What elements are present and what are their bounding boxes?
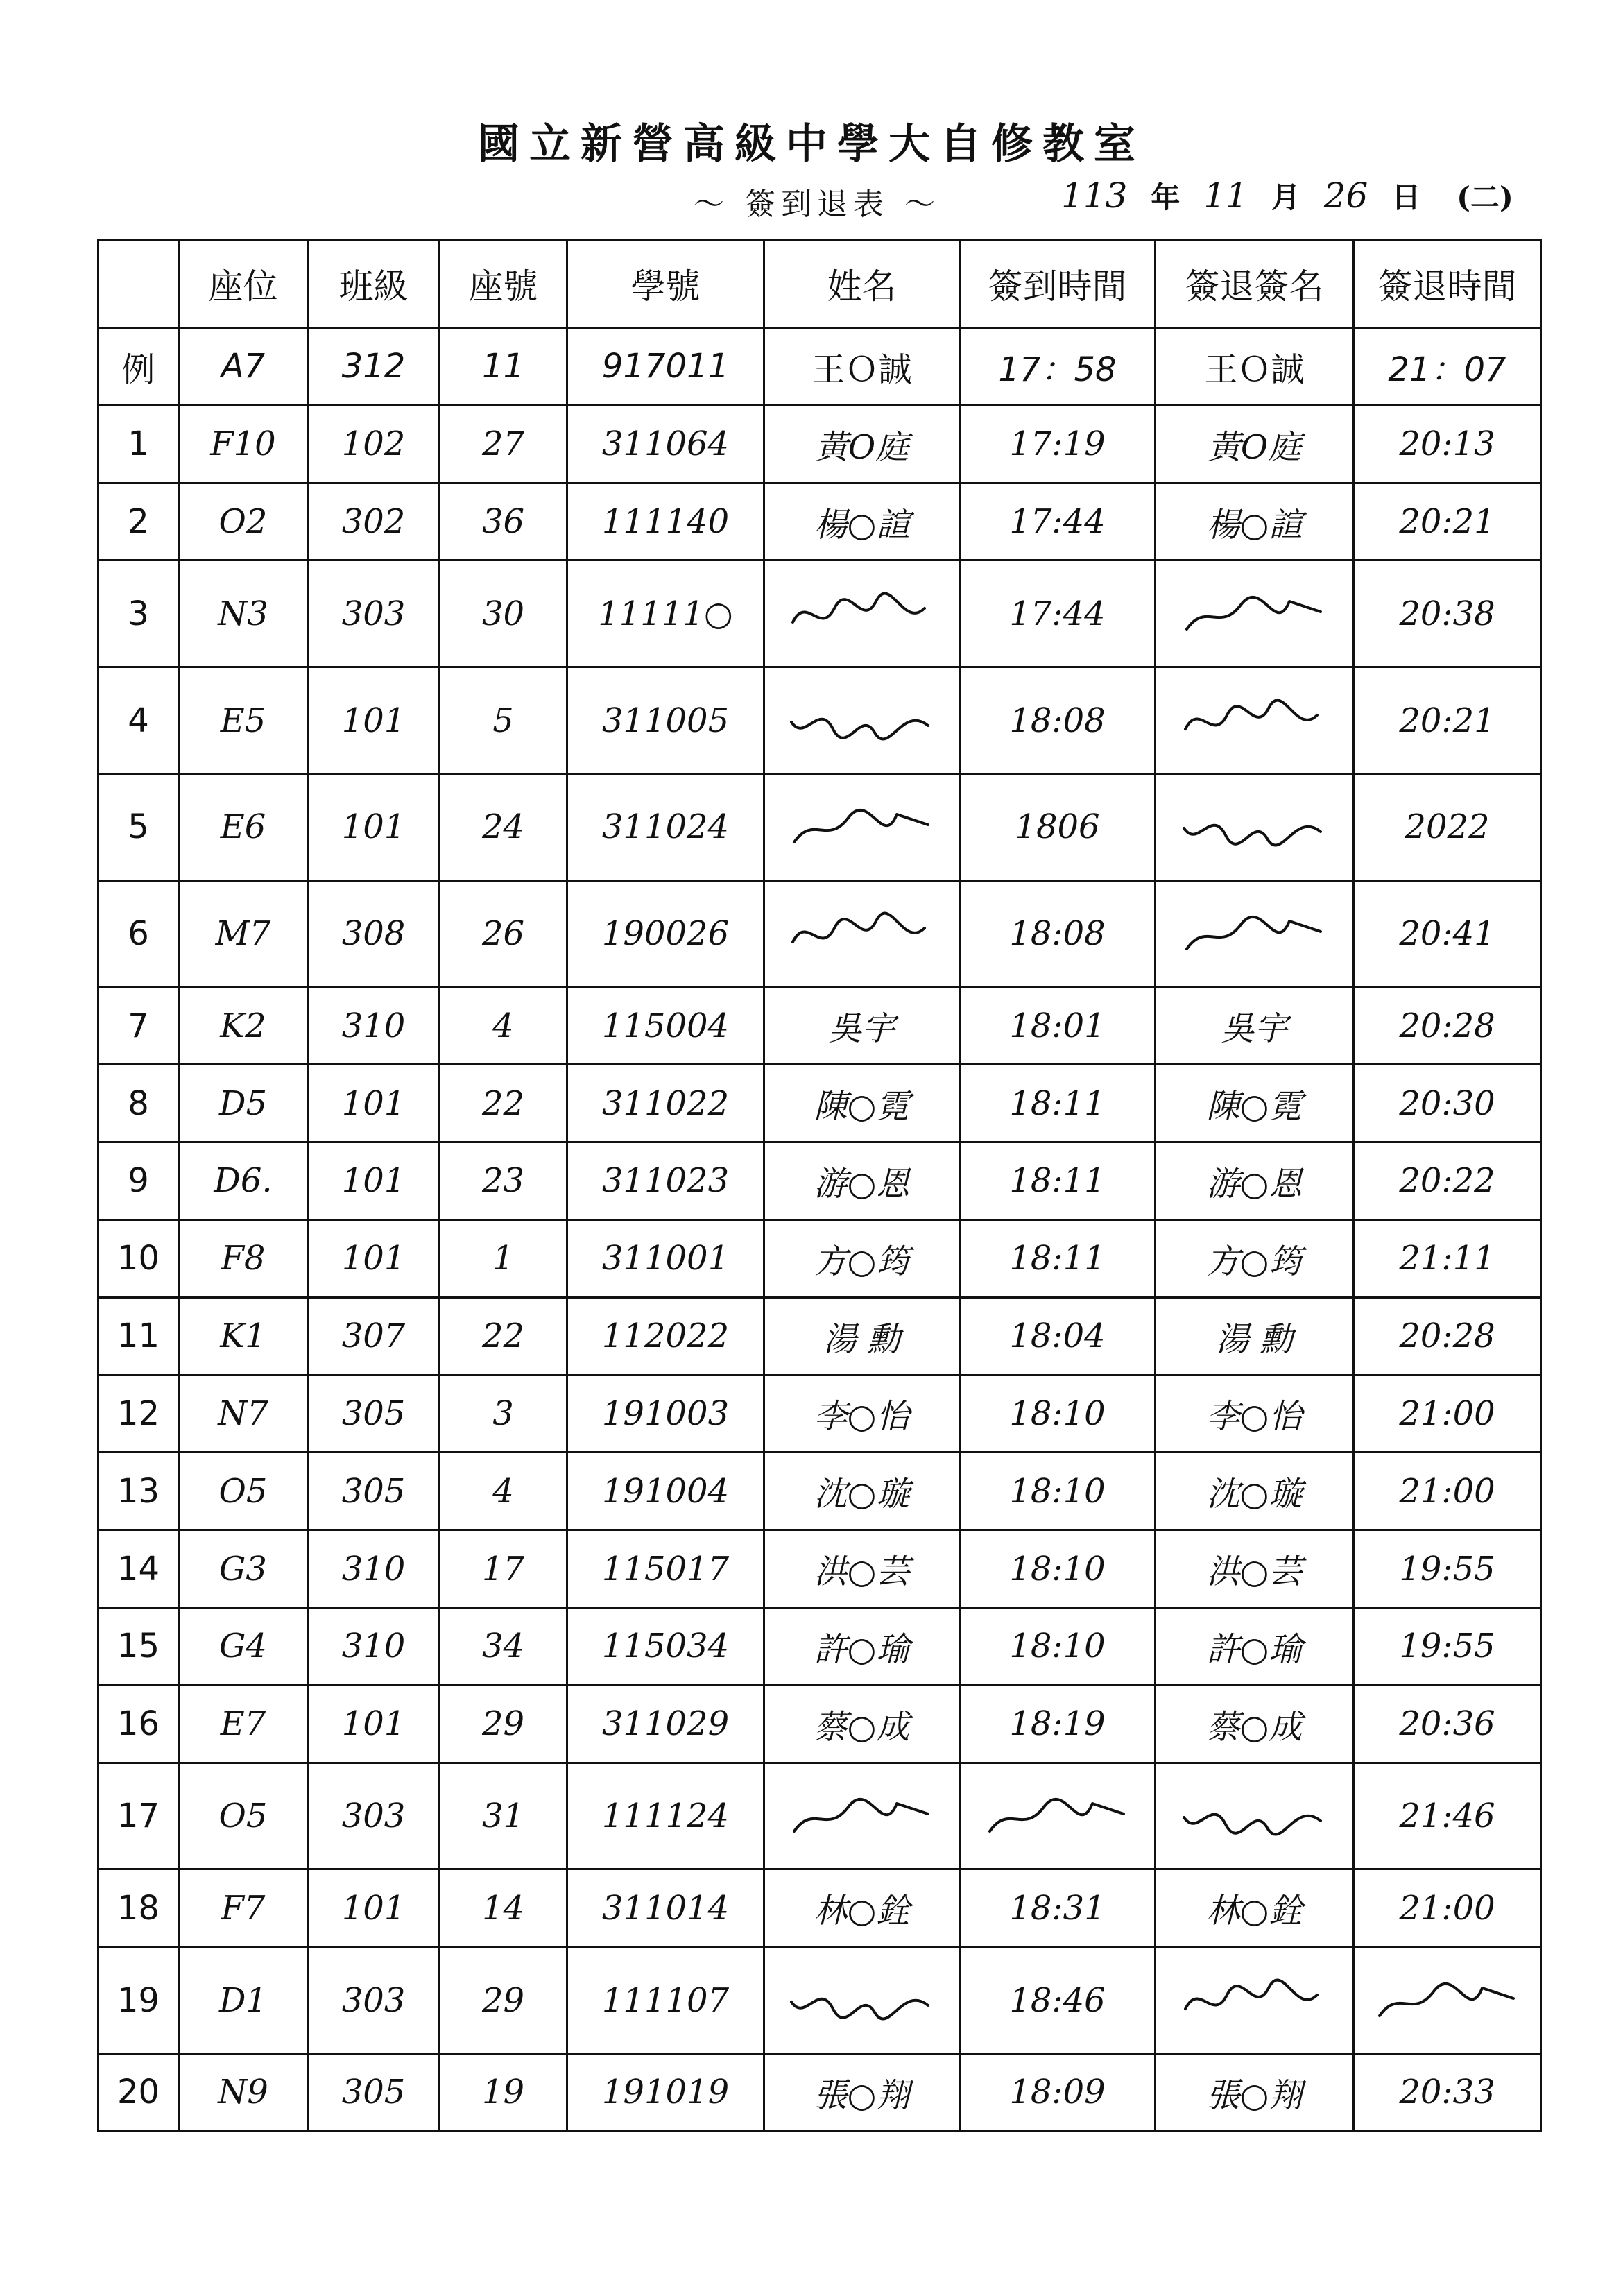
seat-number-cell: 22 bbox=[440, 1297, 567, 1375]
seat-number-cell: 1 bbox=[440, 1219, 567, 1297]
name-cell bbox=[764, 560, 960, 667]
table-row bbox=[98, 1375, 1541, 1453]
class-cell: 101 bbox=[308, 773, 440, 880]
checkin-time-cell: 18:11 bbox=[960, 1065, 1156, 1142]
student-id-cell: 111107 bbox=[567, 1947, 764, 2054]
table-row bbox=[98, 1219, 1541, 1297]
row-index: 11 bbox=[98, 1297, 179, 1375]
class-cell: 102 bbox=[308, 405, 440, 483]
row-index: 2 bbox=[98, 483, 179, 560]
class-cell: 101 bbox=[308, 1685, 440, 1763]
class-cell: 305 bbox=[308, 1375, 440, 1453]
example-name: 王Ｏ誠 bbox=[764, 328, 960, 406]
checkin-time-cell: 18:04 bbox=[960, 1297, 1156, 1375]
table-row bbox=[98, 773, 1541, 880]
date-weekday: (二) bbox=[1457, 180, 1513, 214]
checkout-time-cell: 19:55 bbox=[1354, 1607, 1541, 1685]
checkin-time-cell: 18:10 bbox=[960, 1453, 1156, 1530]
name-cell: 蔡○成 bbox=[764, 1685, 960, 1763]
form-date bbox=[1061, 175, 1526, 216]
name-cell bbox=[764, 880, 960, 987]
class-cell: 303 bbox=[308, 560, 440, 667]
checkout-time-cell: 20:21 bbox=[1354, 667, 1541, 774]
class-cell: 101 bbox=[308, 1065, 440, 1142]
name-cell: 李○怡 bbox=[764, 1375, 960, 1453]
example-student-id: 917011 bbox=[567, 328, 764, 406]
row-index: 16 bbox=[98, 1685, 179, 1763]
table-row bbox=[98, 667, 1541, 774]
class-cell: 310 bbox=[308, 987, 440, 1065]
checkin-time-cell: 18:10 bbox=[960, 1530, 1156, 1608]
handwritten-signature bbox=[786, 1783, 938, 1849]
signout-name-cell: 沈○璇 bbox=[1156, 1453, 1354, 1530]
seat-number-cell: 22 bbox=[440, 1065, 567, 1142]
seat-number-cell: 31 bbox=[440, 1763, 567, 1869]
checkin-time-cell: 17:19 bbox=[960, 405, 1156, 483]
checkout-time-cell: 20:22 bbox=[1354, 1142, 1541, 1220]
signin-table bbox=[97, 239, 1542, 2132]
class-cell: 308 bbox=[308, 880, 440, 987]
student-id-cell: 191019 bbox=[567, 2053, 764, 2131]
student-id-cell: 11111○ bbox=[567, 560, 764, 667]
seat-cell: E5 bbox=[179, 667, 308, 774]
checkout-time-cell: 20:21 bbox=[1354, 483, 1541, 560]
class-cell: 302 bbox=[308, 483, 440, 560]
seat-cell: D5 bbox=[179, 1065, 308, 1142]
class-cell: 310 bbox=[308, 1530, 440, 1608]
header-cell-seat: 座位 bbox=[179, 240, 308, 328]
seat-number-cell: 4 bbox=[440, 987, 567, 1065]
table-row bbox=[98, 1685, 1541, 1763]
checkin-time-cell: 18:11 bbox=[960, 1219, 1156, 1297]
form-subtitle: ～ 簽到退表 ～ bbox=[694, 187, 941, 222]
signout-name-cell: 方○筠 bbox=[1156, 1219, 1354, 1297]
student-id-cell: 311005 bbox=[567, 667, 764, 774]
checkout-time-cell: 20:28 bbox=[1354, 987, 1541, 1065]
handwritten-signature bbox=[981, 1783, 1134, 1849]
table-row bbox=[98, 1763, 1541, 1869]
example-number: 11 bbox=[440, 328, 567, 406]
seat-number-cell: 4 bbox=[440, 1453, 567, 1530]
signout-name-cell: 張○翔 bbox=[1156, 2053, 1354, 2131]
name-cell: 湯 勳 bbox=[764, 1297, 960, 1375]
name-cell: 沈○璇 bbox=[764, 1453, 960, 1530]
table-row bbox=[98, 987, 1541, 1065]
header-cell-class: 班級 bbox=[308, 240, 440, 328]
seat-number-cell: 29 bbox=[440, 1685, 567, 1763]
header-cell-name: 姓名 bbox=[764, 240, 960, 328]
signout-name-cell bbox=[1156, 773, 1354, 880]
header-cell-student-id: 學號 bbox=[567, 240, 764, 328]
seat-cell: F8 bbox=[179, 1219, 308, 1297]
seat-cell: O2 bbox=[179, 483, 308, 560]
row-index: 20 bbox=[98, 2053, 179, 2131]
seat-cell: K2 bbox=[179, 987, 308, 1065]
class-cell: 303 bbox=[308, 1947, 440, 2054]
seat-cell: E7 bbox=[179, 1685, 308, 1763]
seat-number-cell: 27 bbox=[440, 405, 567, 483]
signout-name-cell: 許○瑜 bbox=[1156, 1607, 1354, 1685]
header-cell-index bbox=[98, 240, 179, 328]
checkout-time-cell: 21:46 bbox=[1354, 1763, 1541, 1869]
student-id-cell: 191003 bbox=[567, 1375, 764, 1453]
handwritten-signature bbox=[786, 687, 938, 754]
student-id-cell: 115004 bbox=[567, 987, 764, 1065]
table-row bbox=[98, 1869, 1541, 1947]
table-row bbox=[98, 1607, 1541, 1685]
seat-number-cell: 5 bbox=[440, 667, 567, 774]
checkin-time-cell: 17:44 bbox=[960, 560, 1156, 667]
example-class: 312 bbox=[308, 328, 440, 406]
signout-name-cell: 游○恩 bbox=[1156, 1142, 1354, 1220]
checkin-time-cell: 18:08 bbox=[960, 880, 1156, 987]
handwritten-signature bbox=[1178, 687, 1331, 754]
signout-name-cell bbox=[1156, 560, 1354, 667]
handwritten-signature bbox=[1178, 1783, 1331, 1849]
table-row bbox=[98, 2053, 1541, 2131]
row-index: 4 bbox=[98, 667, 179, 774]
seat-cell: D1 bbox=[179, 1947, 308, 2054]
signout-name-cell: 楊○諠 bbox=[1156, 483, 1354, 560]
seat-number-cell: 26 bbox=[440, 880, 567, 987]
signout-name-cell bbox=[1156, 1947, 1354, 2054]
name-cell: 吳宇 bbox=[764, 987, 960, 1065]
student-id-cell: 190026 bbox=[567, 880, 764, 987]
name-cell bbox=[764, 667, 960, 774]
checkin-time-cell: 18:10 bbox=[960, 1375, 1156, 1453]
table-row bbox=[98, 1947, 1541, 2054]
seat-cell: N7 bbox=[179, 1375, 308, 1453]
student-id-cell: 311001 bbox=[567, 1219, 764, 1297]
name-cell: 黃O庭 bbox=[764, 405, 960, 483]
checkin-time-cell: 1806 bbox=[960, 773, 1156, 880]
checkout-time-cell: 20:33 bbox=[1354, 2053, 1541, 2131]
date-day: 26 bbox=[1323, 175, 1368, 216]
row-index: 6 bbox=[98, 880, 179, 987]
checkout-time-cell: 20:38 bbox=[1354, 560, 1541, 667]
row-index: 8 bbox=[98, 1065, 179, 1142]
table-row bbox=[98, 560, 1541, 667]
seat-number-cell: 3 bbox=[440, 1375, 567, 1453]
seat-cell: M7 bbox=[179, 880, 308, 987]
seat-cell: F10 bbox=[179, 405, 308, 483]
checkin-time-cell: 18:11 bbox=[960, 1142, 1156, 1220]
seat-cell: O5 bbox=[179, 1763, 308, 1869]
checkout-time-cell: 21:00 bbox=[1354, 1869, 1541, 1947]
seat-number-cell: 23 bbox=[440, 1142, 567, 1220]
seat-number-cell: 19 bbox=[440, 2053, 567, 2131]
seat-number-cell: 34 bbox=[440, 1607, 567, 1685]
checkout-time-cell: 20:28 bbox=[1354, 1297, 1541, 1375]
header-cell-checkin-time: 簽到時間 bbox=[960, 240, 1156, 328]
checkout-time-cell: 21:00 bbox=[1354, 1375, 1541, 1453]
row-index: 12 bbox=[98, 1375, 179, 1453]
student-id-cell: 311024 bbox=[567, 773, 764, 880]
header-cell-checkout-time: 簽退時間 bbox=[1354, 240, 1541, 328]
student-id-cell: 311014 bbox=[567, 1869, 764, 1947]
seat-number-cell: 36 bbox=[440, 483, 567, 560]
student-id-cell: 111140 bbox=[567, 483, 764, 560]
seat-cell: E6 bbox=[179, 773, 308, 880]
example-checkout: 21：07 bbox=[1354, 328, 1541, 406]
header-cell-number: 座號 bbox=[440, 240, 567, 328]
checkin-time-cell: 18:01 bbox=[960, 987, 1156, 1065]
student-id-cell: 311029 bbox=[567, 1685, 764, 1763]
row-index: 19 bbox=[98, 1947, 179, 2054]
checkout-time-cell: 20:36 bbox=[1354, 1685, 1541, 1763]
signout-name-cell bbox=[1156, 880, 1354, 987]
student-id-cell: 311023 bbox=[567, 1142, 764, 1220]
date-month-unit: 月 bbox=[1271, 180, 1300, 214]
handwritten-signature bbox=[1178, 1967, 1331, 2034]
seat-number-cell: 24 bbox=[440, 773, 567, 880]
row-index: 14 bbox=[98, 1530, 179, 1608]
student-id-cell: 115034 bbox=[567, 1607, 764, 1685]
handwritten-signature bbox=[1178, 581, 1331, 647]
example-signout-name: 王Ｏ誠 bbox=[1156, 328, 1354, 406]
name-cell bbox=[764, 773, 960, 880]
name-cell: 陳○霓 bbox=[764, 1065, 960, 1142]
checkin-time-cell bbox=[960, 1763, 1156, 1869]
seat-number-cell: 30 bbox=[440, 560, 567, 667]
table-row bbox=[98, 1453, 1541, 1530]
table-row bbox=[98, 1297, 1541, 1375]
class-cell: 101 bbox=[308, 1142, 440, 1220]
date-year: 113 bbox=[1061, 175, 1128, 216]
date-day-unit: 日 bbox=[1391, 180, 1421, 214]
example-checkin: 17：58 bbox=[960, 328, 1156, 406]
signout-name-cell: 吳宇 bbox=[1156, 987, 1354, 1065]
table-row bbox=[98, 1065, 1541, 1142]
header-cell-signout-name: 簽退簽名 bbox=[1156, 240, 1354, 328]
seat-cell: N3 bbox=[179, 560, 308, 667]
class-cell: 310 bbox=[308, 1607, 440, 1685]
signout-name-cell: 湯 勳 bbox=[1156, 1297, 1354, 1375]
handwritten-signature bbox=[1178, 900, 1331, 967]
handwritten-signature bbox=[786, 1967, 938, 2034]
checkin-time-cell: 18:31 bbox=[960, 1869, 1156, 1947]
table-row bbox=[98, 1530, 1541, 1608]
example-row bbox=[98, 328, 1541, 406]
table-row bbox=[98, 880, 1541, 987]
row-index: 13 bbox=[98, 1453, 179, 1530]
seat-cell: G4 bbox=[179, 1607, 308, 1685]
signout-name-cell: 林○銓 bbox=[1156, 1869, 1354, 1947]
name-cell: 方○筠 bbox=[764, 1219, 960, 1297]
signout-name-cell: 蔡○成 bbox=[1156, 1685, 1354, 1763]
handwritten-signature bbox=[1178, 794, 1331, 860]
seat-number-cell: 29 bbox=[440, 1947, 567, 2054]
date-month: 11 bbox=[1203, 175, 1248, 216]
class-cell: 307 bbox=[308, 1297, 440, 1375]
seat-cell: N9 bbox=[179, 2053, 308, 2131]
signout-name-cell bbox=[1156, 1763, 1354, 1869]
seat-cell: K1 bbox=[179, 1297, 308, 1375]
checkout-time-cell: 21:00 bbox=[1354, 1453, 1541, 1530]
seat-number-cell: 14 bbox=[440, 1869, 567, 1947]
example-label: 例 bbox=[98, 328, 179, 406]
student-id-cell: 311064 bbox=[567, 405, 764, 483]
checkout-time-cell: 20:30 bbox=[1354, 1065, 1541, 1142]
class-cell: 303 bbox=[308, 1763, 440, 1869]
student-id-cell: 191004 bbox=[567, 1453, 764, 1530]
student-id-cell: 311022 bbox=[567, 1065, 764, 1142]
handwritten-signature bbox=[786, 794, 938, 860]
handwritten-signature bbox=[786, 900, 938, 967]
row-index: 1 bbox=[98, 405, 179, 483]
checkin-time-cell: 18:09 bbox=[960, 2053, 1156, 2131]
table-row bbox=[98, 1142, 1541, 1220]
signout-name-cell: 李○怡 bbox=[1156, 1375, 1354, 1453]
row-index: 17 bbox=[98, 1763, 179, 1869]
checkin-time-cell: 18:19 bbox=[960, 1685, 1156, 1763]
row-index: 15 bbox=[98, 1607, 179, 1685]
class-cell: 101 bbox=[308, 667, 440, 774]
name-cell: 洪○芸 bbox=[764, 1530, 960, 1608]
seat-cell: F7 bbox=[179, 1869, 308, 1947]
name-cell bbox=[764, 1763, 960, 1869]
row-index: 7 bbox=[98, 987, 179, 1065]
seat-cell: D6. bbox=[179, 1142, 308, 1220]
name-cell: 許○瑜 bbox=[764, 1607, 960, 1685]
checkin-time-cell: 18:10 bbox=[960, 1607, 1156, 1685]
checkin-time-cell: 17:44 bbox=[960, 483, 1156, 560]
handwritten-signature bbox=[1371, 1967, 1524, 2034]
row-index: 18 bbox=[98, 1869, 179, 1947]
checkout-time-cell: 20:13 bbox=[1354, 405, 1541, 483]
class-cell: 101 bbox=[308, 1869, 440, 1947]
row-index: 3 bbox=[98, 560, 179, 667]
row-index: 9 bbox=[98, 1142, 179, 1220]
name-cell: 林○銓 bbox=[764, 1869, 960, 1947]
name-cell: 楊○諠 bbox=[764, 483, 960, 560]
checkout-time-cell: 2022 bbox=[1354, 773, 1541, 880]
checkout-time-cell bbox=[1354, 1947, 1541, 2054]
seat-cell: G3 bbox=[179, 1530, 308, 1608]
class-cell: 101 bbox=[308, 1219, 440, 1297]
header-row bbox=[98, 240, 1541, 328]
handwritten-signature bbox=[786, 581, 938, 647]
table-row bbox=[98, 483, 1541, 560]
student-id-cell: 112022 bbox=[567, 1297, 764, 1375]
row-index: 5 bbox=[98, 773, 179, 880]
checkout-time-cell: 19:55 bbox=[1354, 1530, 1541, 1608]
seat-number-cell: 17 bbox=[440, 1530, 567, 1608]
name-cell: 游○恩 bbox=[764, 1142, 960, 1220]
class-cell: 305 bbox=[308, 2053, 440, 2131]
date-year-unit: 年 bbox=[1151, 180, 1180, 214]
page-title: 國立新營高級中學大自修教室 bbox=[478, 120, 1145, 169]
name-cell: 張○翔 bbox=[764, 2053, 960, 2131]
class-cell: 305 bbox=[308, 1453, 440, 1530]
seat-cell: O5 bbox=[179, 1453, 308, 1530]
checkout-time-cell: 21:11 bbox=[1354, 1219, 1541, 1297]
table-row bbox=[98, 405, 1541, 483]
name-cell bbox=[764, 1947, 960, 2054]
student-id-cell: 111124 bbox=[567, 1763, 764, 1869]
checkin-time-cell: 18:46 bbox=[960, 1947, 1156, 2054]
row-index: 10 bbox=[98, 1219, 179, 1297]
student-id-cell: 115017 bbox=[567, 1530, 764, 1608]
signout-name-cell: 洪○芸 bbox=[1156, 1530, 1354, 1608]
signout-name-cell: 黃O庭 bbox=[1156, 405, 1354, 483]
checkout-time-cell: 20:41 bbox=[1354, 880, 1541, 987]
signout-name-cell: 陳○霓 bbox=[1156, 1065, 1354, 1142]
checkin-time-cell: 18:08 bbox=[960, 667, 1156, 774]
signout-name-cell bbox=[1156, 667, 1354, 774]
example-seat: A7 bbox=[179, 328, 308, 406]
